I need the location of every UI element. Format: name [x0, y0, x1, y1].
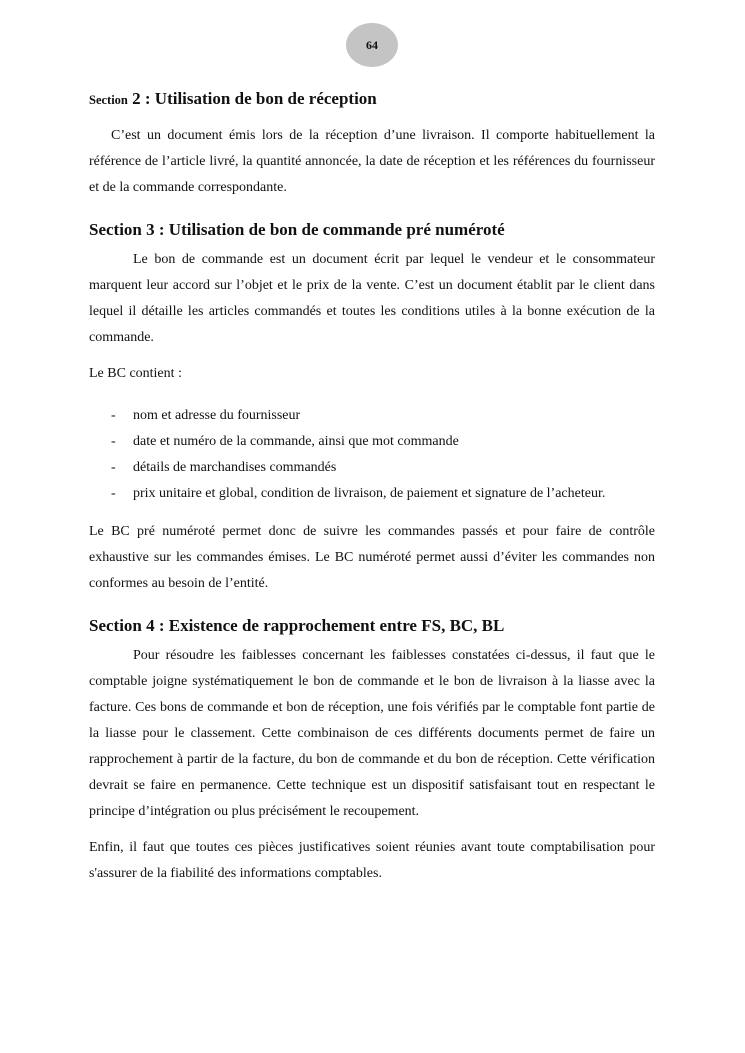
- section-3-heading: Section 3 : Utilisation de bon de commande pré numéroté: [89, 220, 505, 239]
- bc-contents-intro: Le BC contient :: [89, 366, 182, 381]
- list-item-text: date et numéro de la commande, ainsi que mot commande: [133, 434, 459, 449]
- page-number: 64: [366, 37, 378, 52]
- list-item: [89, 481, 655, 507]
- bc-contents-list: [89, 403, 655, 507]
- section-4-heading: Section 4 : Existence de rapprochement entre FS, BC, BL: [89, 616, 505, 635]
- list-item-text: prix unitaire et global, condition de livraison, de paiement et signature de l’acheteur.: [133, 486, 606, 501]
- section-2-paragraph: C’est un document émis lors de la réception d’une livraison. Il comporte habituellement la référence de l’article livré, la quantité annoncée, la date de réception et les références du fournisseur et de la commande correspondante.: [89, 128, 655, 195]
- list-item: [89, 403, 655, 429]
- list-item-text: nom et adresse du fournisseur: [133, 408, 301, 423]
- bullet-dash: -: [111, 486, 116, 501]
- section-3-paragraph-1: Le bon de commande est un document écrit par lequel le vendeur et le consommateur marquent leur accord sur l’objet et le prix de la vente. C’est un document établit par le client dans lequel il détaille les articles commandés et toutes les conditions utiles à la bonne exécution de la commande.: [89, 252, 655, 345]
- section-2-heading: [89, 86, 655, 113]
- bullet-dash: -: [111, 434, 116, 449]
- bullet-dash: -: [111, 460, 116, 475]
- page-number-badge: [346, 23, 398, 67]
- list-item: [89, 429, 655, 455]
- section-2-title: 2 : Utilisation de bon de réception: [132, 89, 377, 108]
- bullet-dash: -: [111, 408, 116, 423]
- section-3-paragraph-2: Le BC pré numéroté permet donc de suivre les commandes passés et pour faire de contrôle exhaustive sur les commandes émises. Le BC numéroté permet aussi d’éviter les commandes non conformes au besoin de l’entité.: [89, 524, 655, 591]
- section-4-paragraph-2: Enfin, il faut que toutes ces pièces justificatives soient réunies avant toute comptabilisation pour s'assurer de la fiabilité des informations comptables.: [89, 840, 655, 881]
- section-4-paragraph-1: Pour résoudre les faiblesses concernant les faiblesses constatées ci-dessus, il faut que le comptable joigne systématiquement le bon de commande et le bon de livraison à la liasse avec la facture. Ces bons de commande et bon de réception, une fois vérifiés par le comptable font partie de la liasse pour le classement. Cette combinaison de ces différents documents permet de faire un rapprochement à partir de la facture, du bon de commande et du bon de réception. Cette vérification devrait se faire en permanence. Cette technique est un dispositif satisfaisant tout en respectant le principe d’intégration ou plus précisément le recoupement.: [89, 648, 655, 819]
- document-body: [89, 86, 655, 887]
- section-2-label: Section: [89, 93, 128, 107]
- list-item-text: détails de marchandises commandés: [133, 460, 337, 475]
- list-item: [89, 455, 655, 481]
